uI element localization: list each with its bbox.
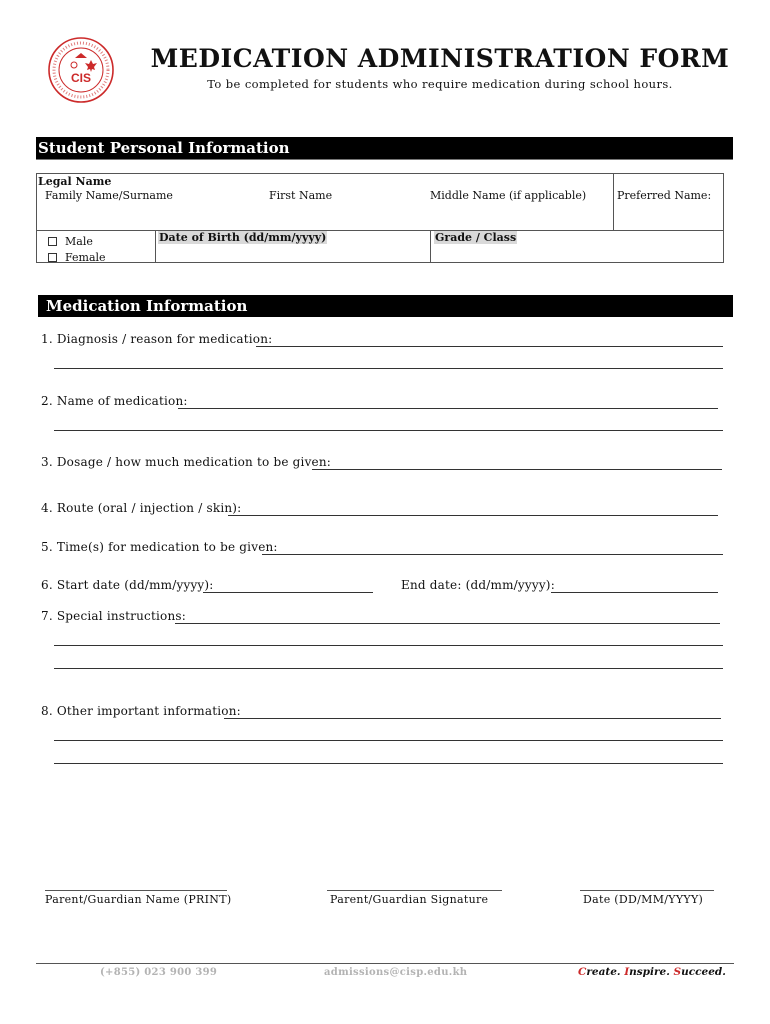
- school-logo: [47, 36, 115, 104]
- logo-seal-icon: [47, 36, 115, 104]
- other-info-line-2[interactable]: [54, 740, 723, 741]
- route-field[interactable]: [228, 515, 718, 516]
- special-instructions-line-2[interactable]: [54, 645, 723, 646]
- signature-date-label: Date (DD/MM/YYYY): [583, 893, 704, 906]
- male-label: Male: [65, 235, 93, 248]
- diagnosis-field-line-2[interactable]: [54, 368, 723, 369]
- medication-name-label: 2. Name of medication:: [41, 394, 188, 408]
- male-checkbox[interactable]: [48, 237, 57, 246]
- family-name-field[interactable]: Family Name/Surname: [45, 189, 173, 202]
- middle-name-field[interactable]: Middle Name (if applicable): [430, 189, 587, 202]
- footer-rule: [36, 963, 734, 964]
- medication-info-heading: Medication Information: [38, 295, 733, 317]
- guardian-name-label: Parent/Guardian Name (PRINT): [45, 893, 232, 906]
- special-instructions-label: 7. Special instructions:: [41, 609, 186, 623]
- page-title: MEDICATION ADMINISTRATION FORM: [150, 44, 730, 73]
- start-date-field[interactable]: [203, 592, 373, 593]
- grade-field[interactable]: Grade / Class: [435, 231, 517, 244]
- other-info-label: 8. Other important information:: [41, 704, 241, 718]
- dosage-field[interactable]: [312, 469, 722, 470]
- first-name-field[interactable]: First Name: [269, 189, 333, 202]
- other-info-line-3[interactable]: [54, 763, 723, 764]
- dob-field[interactable]: Date of Birth (dd/mm/yyyy): [159, 231, 327, 244]
- legal-name-label: Legal Name: [38, 175, 112, 188]
- guardian-signature-label: Parent/Guardian Signature: [330, 893, 489, 906]
- guardian-signature-line[interactable]: [327, 890, 502, 891]
- end-date-field[interactable]: [551, 592, 718, 593]
- special-instructions-line-3[interactable]: [54, 668, 723, 669]
- page-subtitle: To be completed for students who require medication during school hours.: [207, 77, 673, 91]
- dosage-label: 3. Dosage / how much medication to be given:: [41, 455, 332, 469]
- preferred-name-field[interactable]: Preferred Name:: [617, 189, 712, 202]
- student-info-heading: Student Personal Information: [36, 137, 733, 159]
- section-rule: [36, 159, 733, 160]
- female-checkbox[interactable]: [48, 253, 57, 262]
- time-label: 5. Time(s) for medication to be given:: [41, 540, 278, 554]
- start-date-label: 6. Start date (dd/mm/yyyy):: [41, 578, 214, 592]
- student-info-table: [36, 173, 724, 263]
- medication-name-field[interactable]: [178, 408, 718, 409]
- route-label: 4. Route (oral / injection / skin):: [41, 501, 242, 515]
- footer-motto: Create. Inspire. Succeed.: [578, 966, 726, 978]
- guardian-name-line[interactable]: [45, 890, 227, 891]
- time-field[interactable]: [262, 554, 723, 555]
- footer-phone: (+855) 023 900 399: [100, 967, 218, 978]
- female-label: Female: [65, 251, 106, 264]
- diagnosis-label: 1. Diagnosis / reason for medication:: [41, 332, 273, 346]
- medication-name-field-line-2[interactable]: [54, 430, 723, 431]
- svg-text:CIS: CIS: [70, 71, 92, 85]
- footer-email[interactable]: admissions@cisp.edu.kh: [324, 967, 468, 978]
- special-instructions-field[interactable]: [175, 623, 720, 624]
- other-info-field[interactable]: [224, 718, 721, 719]
- signature-date-line[interactable]: [580, 890, 714, 891]
- end-date-label: End date: (dd/mm/yyyy):: [401, 578, 555, 592]
- diagnosis-field[interactable]: [256, 346, 723, 347]
